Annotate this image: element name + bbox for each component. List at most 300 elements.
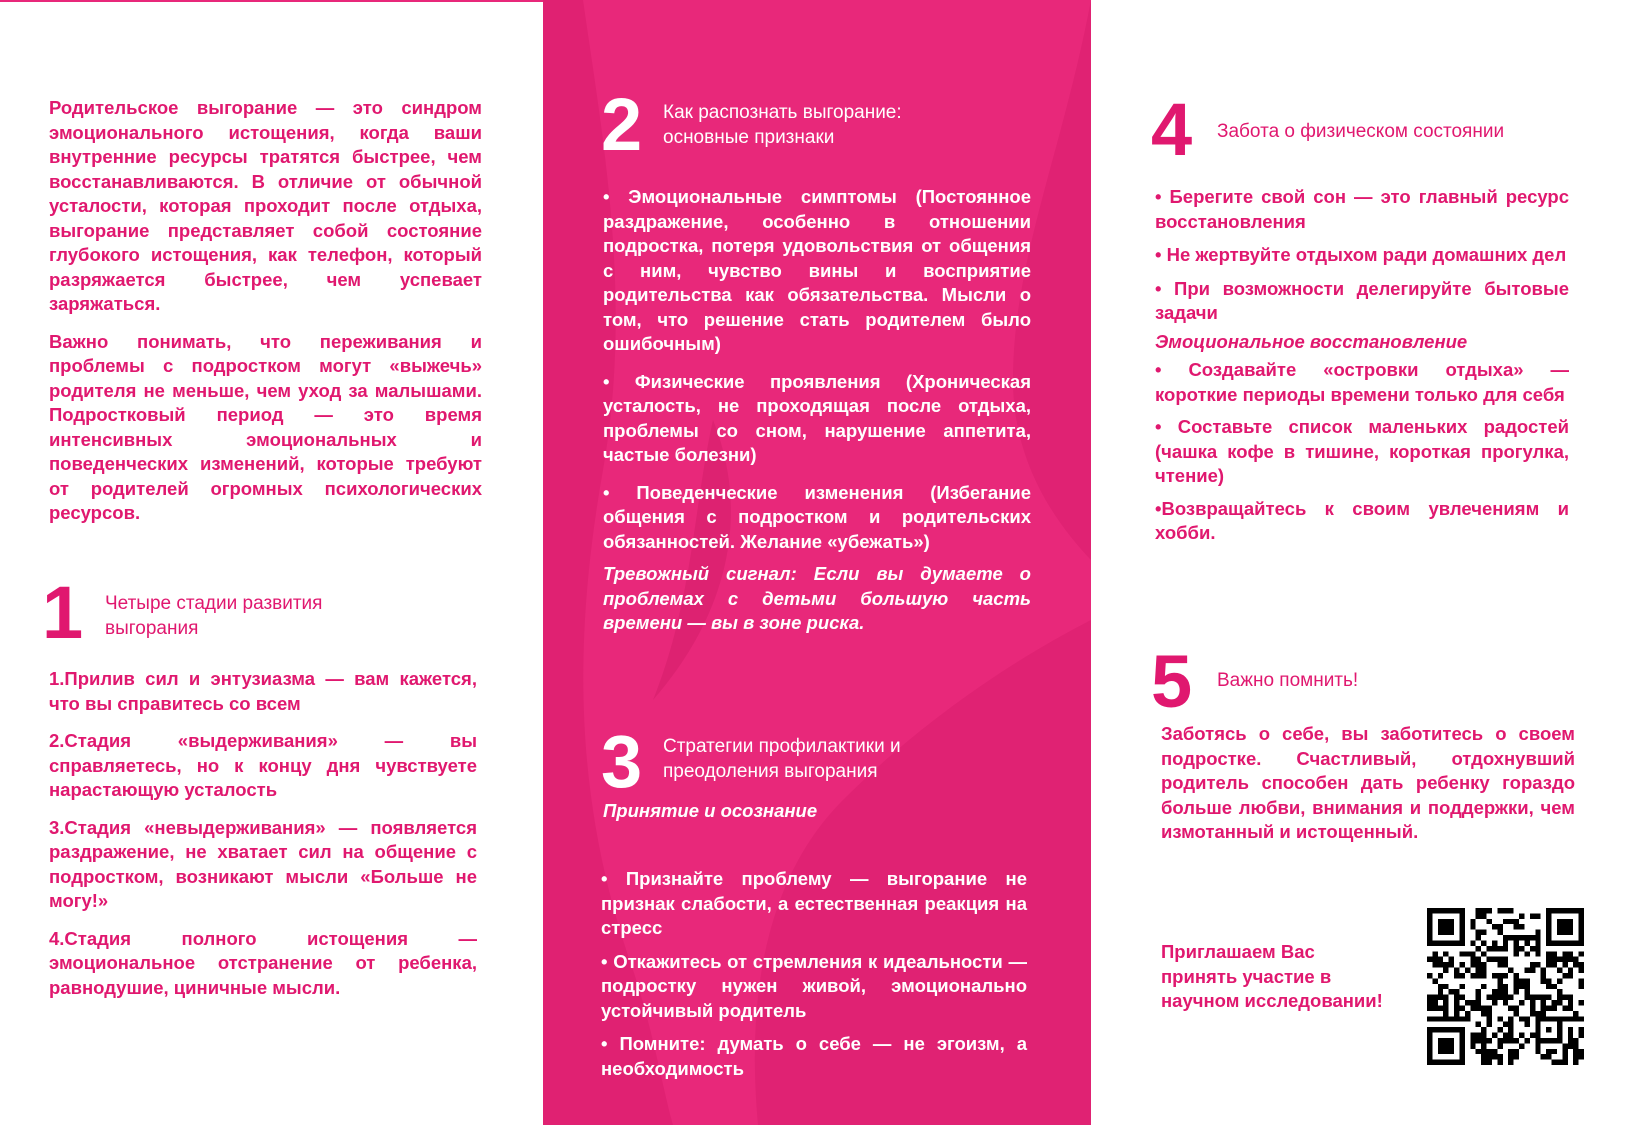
qr-module (1487, 995, 1492, 1000)
section-2-list (603, 185, 1031, 636)
qr-module (1470, 973, 1475, 978)
qr-code-icon[interactable] (1427, 908, 1584, 1065)
section-2-title-line1: Как распознать выгорание: (663, 102, 902, 123)
qr-module (1524, 995, 1529, 1000)
qr-module (1503, 957, 1508, 962)
qr-module (1519, 1016, 1524, 1021)
section-5-text: Заботясь о себе, вы заботитесь о своем подростке. Счастливый, отдохнувший родитель способен дать ребенку гораздо больше любви, внимания и поддержки, чем измотанный и истощенный. (1161, 723, 1575, 842)
qr-module (1497, 908, 1502, 913)
strategy-item-2: • Откажитесь от стремления к идеальности — подростку нужен живой, эмоционально устойчивый родитель (601, 950, 1027, 1021)
qr-module (1524, 940, 1529, 945)
section-5-title: Важно помнить! (1217, 670, 1359, 691)
qr-module (1459, 951, 1464, 956)
qr-module (1481, 1011, 1486, 1016)
qr-module (1535, 962, 1540, 967)
qr-module (1427, 995, 1432, 1000)
qr-module (1519, 935, 1524, 940)
section-3-subheading: Принятие и осознание (603, 800, 818, 821)
section-2-title (663, 100, 993, 150)
qr-module (1443, 984, 1448, 989)
qr-module (1481, 968, 1486, 973)
qr-module (1573, 1043, 1578, 1048)
qr-module (1481, 984, 1486, 989)
qr-module (1557, 995, 1562, 1000)
qr-module (1519, 913, 1524, 918)
qr-module (1481, 913, 1486, 918)
qr-module (1503, 989, 1508, 994)
qr-module (1568, 1027, 1573, 1032)
qr-module (1508, 1005, 1513, 1010)
qr-module (1492, 1033, 1497, 1038)
qr-module (1519, 1000, 1524, 1005)
qr-module (1530, 995, 1535, 1000)
qr-module (1487, 908, 1492, 913)
qr-module (1476, 962, 1481, 967)
qr-module (1497, 1060, 1502, 1065)
qr-module (1476, 1033, 1481, 1038)
qr-module (1524, 978, 1529, 983)
qr-module (1443, 1005, 1448, 1010)
qr-module (1508, 1054, 1513, 1059)
care-item-delegate: • При возможности делегируйте бытовые задачи (1155, 277, 1569, 323)
qr-module (1481, 1027, 1486, 1032)
qr-module (1470, 1005, 1475, 1010)
qr-module (1438, 962, 1443, 967)
qr-module (1568, 951, 1573, 956)
qr-module (1449, 1016, 1454, 1021)
care-item-rest: • Не жертвуйте отдыхом ради домашних дел (1155, 244, 1567, 265)
qr-module (1546, 957, 1551, 962)
qr-module (1476, 1038, 1481, 1043)
qr-module (1508, 908, 1513, 913)
qr-module (1519, 1043, 1524, 1048)
qr-module (1579, 1016, 1584, 1021)
qr-module (1535, 951, 1540, 956)
qr-module (1449, 962, 1454, 967)
qr-module (1503, 940, 1508, 945)
qr-module (1497, 1016, 1502, 1021)
qr-module (1465, 1000, 1470, 1005)
qr-module (1568, 1005, 1573, 1010)
qr-module (1427, 1016, 1432, 1021)
qr-module (1497, 962, 1502, 967)
section-1-list (49, 667, 477, 1013)
qr-module (1514, 919, 1519, 924)
qr-module (1503, 973, 1508, 978)
section-2-title-line2: основные признаки (663, 127, 835, 148)
sign-item-behavioral: • Поведенческие изменения (Избегание общения с подростком и родительских обязанностей. Желание «убежать») (603, 481, 1031, 552)
qr-module (1438, 1016, 1443, 1021)
intro-paragraph-1: Родительское выгорание — это синдром эмоционального истощения, когда ваши внутренние ресурсы тратятся быстрее, чем восстанавливаются. В отличие от обычной усталости, которая проходит после отдыха, выгорание представляет собой состояние глубокого истощения, как телефон, который разряжается быстрее, чем успевает заряжаться. (49, 97, 482, 314)
qr-module (1568, 957, 1573, 962)
qr-module (1443, 968, 1448, 973)
qr-module (1508, 995, 1513, 1000)
section-4-title: Забота о физическом состоянии (1217, 121, 1505, 142)
sign-item-physical: • Физические проявления (Хроническая усталость, не проходящая после отдыха, проблемы со сном, нарушение аппетита, частые болезни) (603, 370, 1031, 465)
qr-module (1557, 989, 1562, 994)
qr-module (1573, 1038, 1578, 1043)
qr-module (1487, 946, 1492, 951)
qr-module (1476, 935, 1481, 940)
qr-module (1443, 962, 1448, 967)
qr-module (1481, 1038, 1486, 1043)
qr-module (1579, 1049, 1584, 1054)
qr-module (1438, 995, 1443, 1000)
qr-module (1514, 973, 1519, 978)
qr-module (1568, 1033, 1573, 1038)
qr-module (1546, 1049, 1551, 1054)
qr-module (1524, 984, 1529, 989)
qr-module (1552, 957, 1557, 962)
qr-module (1508, 1027, 1513, 1032)
qr-module (1438, 957, 1443, 962)
qr-module (1487, 1011, 1492, 1016)
section-2-number: 2 (601, 83, 643, 166)
qr-module (1562, 1005, 1567, 1010)
section-3-number: 3 (601, 720, 643, 803)
qr-module (1470, 924, 1475, 929)
qr-module (1514, 1038, 1519, 1043)
qr-module (1530, 968, 1535, 973)
qr-module (1541, 1054, 1546, 1059)
qr-module (1535, 940, 1540, 945)
qr-module (1492, 1049, 1497, 1054)
emotional-recovery-heading: Эмоциональное восстановление (1155, 330, 1468, 352)
qr-module (1514, 978, 1519, 983)
qr-module (1579, 962, 1584, 967)
stage-item-2: 2.Стадия «выдерживания» — вы справляетесь, но к концу дня чувствуете нарастающую усталость (49, 730, 477, 800)
qr-module (1427, 1000, 1432, 1005)
qr-module (1487, 1005, 1492, 1010)
qr-module (1481, 1054, 1486, 1059)
qr-module (1552, 1005, 1557, 1010)
qr-module (1470, 957, 1475, 962)
qr-module (1514, 1011, 1519, 1016)
section-3-title (663, 734, 993, 784)
qr-module (1562, 957, 1567, 962)
qr-module (1476, 1005, 1481, 1010)
qr-module (1492, 973, 1497, 978)
invitation-line2: принять участие в (1161, 965, 1332, 987)
qr-module (1497, 957, 1502, 962)
qr-module (1508, 1022, 1513, 1027)
qr-module (1465, 1011, 1470, 1016)
qr-module (1454, 1005, 1459, 1010)
qr-module (1470, 1033, 1475, 1038)
qr-module (1487, 1049, 1492, 1054)
qr-module (1508, 968, 1513, 973)
qr-module (1459, 1016, 1464, 1021)
qr-module (1432, 951, 1437, 956)
qr-module (1503, 984, 1508, 989)
qr-module (1470, 1038, 1475, 1043)
qr-module (1568, 973, 1573, 978)
qr-module (1476, 968, 1481, 973)
qr-module (1557, 968, 1562, 973)
qr-module (1465, 951, 1470, 956)
qr-module (1535, 1043, 1540, 1048)
qr-module (1530, 1033, 1535, 1038)
warning-signal: Тревожный сигнал: Если вы думаете о проблемах с детьми большую часть времени — вы в зоне риска. (603, 563, 1031, 633)
qr-module (1579, 1000, 1584, 1005)
section-1-title-line1: Четыре стадии развития (105, 593, 323, 614)
qr-module (1519, 924, 1524, 929)
top-divider (0, 0, 543, 2)
qr-module (1557, 978, 1562, 983)
qr-module (1568, 995, 1573, 1000)
qr-module (1579, 984, 1584, 989)
strategy-item-1: • Признайте проблему — выгорание не признак слабости, а естественная реакция на стресс (601, 868, 1027, 938)
qr-module (1508, 1049, 1513, 1054)
qr-module (1503, 962, 1508, 967)
qr-module (1524, 989, 1529, 994)
section-3-list (601, 867, 1027, 1094)
qr-module (1514, 924, 1519, 929)
intro-text (49, 96, 482, 539)
qr-module (1562, 1060, 1567, 1065)
care-item-joys: • Составьте список маленьких радостей (чашка кофе в тишине, короткая прогулка, чтение) (1155, 416, 1569, 486)
qr-module (1454, 1011, 1459, 1016)
qr-module (1497, 989, 1502, 994)
qr-module (1470, 951, 1475, 956)
qr-module (1476, 930, 1481, 935)
qr-module (1524, 1038, 1529, 1043)
qr-module (1535, 1049, 1540, 1054)
section-3-title-line2: преодоления выгорания (663, 761, 878, 782)
qr-module (1438, 989, 1443, 994)
qr-module (1503, 919, 1508, 924)
qr-module (1454, 989, 1459, 994)
qr-module (1503, 935, 1508, 940)
qr-module (1524, 968, 1529, 973)
qr-module (1454, 1000, 1459, 1005)
qr-module (1573, 957, 1578, 962)
qr-module (1432, 1005, 1437, 1010)
qr-module (1503, 995, 1508, 1000)
qr-module (1432, 978, 1437, 983)
qr-module (1492, 924, 1497, 929)
qr-module (1530, 935, 1535, 940)
qr-module (1530, 1011, 1535, 1016)
qr-module (1432, 957, 1437, 962)
qr-module (1541, 1011, 1546, 1016)
qr-module (1519, 978, 1524, 983)
qr-module (1497, 1043, 1502, 1048)
qr-module (1546, 984, 1551, 989)
qr-module (1573, 1011, 1578, 1016)
qr-module (1546, 962, 1551, 967)
left-column (0, 0, 543, 1125)
qr-module (1579, 1033, 1584, 1038)
qr-module (1514, 989, 1519, 994)
qr-module (1579, 1027, 1584, 1032)
qr-module (1568, 1038, 1573, 1043)
qr-module (1573, 1060, 1578, 1065)
qr-module (1562, 951, 1567, 956)
qr-module (1476, 995, 1481, 1000)
qr-module (1541, 1000, 1546, 1005)
qr-module (1514, 946, 1519, 951)
qr-module (1454, 1016, 1459, 1021)
qr-module (1535, 1011, 1540, 1016)
qr-module (1481, 908, 1486, 913)
qr-module (1481, 1033, 1486, 1038)
qr-module (1530, 1000, 1535, 1005)
qr-module (1487, 1054, 1492, 1059)
qr-module (1454, 973, 1459, 978)
qr-module (1514, 1054, 1519, 1059)
qr-module (1438, 1005, 1443, 1010)
qr-module (1535, 930, 1540, 935)
qr-module (1449, 957, 1454, 962)
qr-module (1497, 973, 1502, 978)
qr-module (1546, 1005, 1551, 1010)
qr-module (1481, 1049, 1486, 1054)
qr-module (1476, 1022, 1481, 1027)
qr-module (1535, 913, 1540, 918)
qr-module (1524, 1016, 1529, 1021)
qr-module (1459, 984, 1464, 989)
qr-module (1579, 951, 1584, 956)
qr-module (1492, 940, 1497, 945)
stage-item-1: 1.Прилив сил и энтузиазма — вам кажется, что вы справитесь со всем (49, 668, 477, 714)
qr-module (1497, 1038, 1502, 1043)
qr-module (1562, 1054, 1567, 1059)
qr-module (1492, 946, 1497, 951)
qr-module (1443, 1011, 1448, 1016)
qr-module (1497, 984, 1502, 989)
qr-module (1492, 1000, 1497, 1005)
qr-module (1530, 946, 1535, 951)
qr-module (1514, 1005, 1519, 1010)
section-3-title-line1: Стратегии профилактики и (663, 736, 901, 757)
qr-module (1481, 962, 1486, 967)
qr-module (1508, 1038, 1513, 1043)
qr-module (1459, 1005, 1464, 1010)
qr-module (1503, 1022, 1508, 1027)
qr-module (1524, 951, 1529, 956)
qr-module (1573, 1049, 1578, 1054)
invitation-line1: Приглашаем Вас (1161, 941, 1315, 962)
section-4-list (1155, 185, 1569, 559)
qr-module (1497, 1027, 1502, 1032)
qr-module (1454, 968, 1459, 973)
qr-module (1503, 946, 1508, 951)
qr-module (1546, 951, 1551, 956)
qr-module (1459, 962, 1464, 967)
qr-module (1470, 962, 1475, 967)
qr-module (1438, 984, 1443, 989)
invitation-line3: научном исследовании! (1161, 990, 1383, 1011)
qr-module (1487, 1060, 1492, 1065)
qr-module (1481, 973, 1486, 978)
qr-module (1508, 935, 1513, 940)
qr-module (1552, 984, 1557, 989)
qr-module (1508, 1060, 1513, 1065)
qr-module (1470, 1000, 1475, 1005)
qr-module (1562, 1043, 1567, 1048)
qr-module (1465, 968, 1470, 973)
qr-module (1503, 1000, 1508, 1005)
strategy-item-3: • Помните: думать о себе — не эгоизм, а необходимость (601, 1033, 1027, 1079)
qr-module (1438, 973, 1443, 978)
qr-module (1535, 946, 1540, 951)
stage-item-3: 3.Стадия «невыдерживания» — появляется раздражение, не хватает сил на общение с подростком, возникают мысли «Больше не могу!» (49, 816, 477, 911)
qr-module (1562, 1016, 1567, 1021)
qr-module (1519, 1033, 1524, 1038)
qr-module (1487, 1022, 1492, 1027)
qr-alignment (1546, 1027, 1551, 1032)
qr-module (1497, 995, 1502, 1000)
qr-module (1552, 1000, 1557, 1005)
qr-module (1535, 935, 1540, 940)
qr-module (1568, 1000, 1573, 1005)
qr-module (1573, 1016, 1578, 1021)
qr-module (1497, 924, 1502, 929)
qr-module (1508, 1016, 1513, 1021)
qr-module (1546, 995, 1551, 1000)
qr-module (1579, 978, 1584, 983)
qr-module (1481, 940, 1486, 945)
qr-module (1497, 1054, 1502, 1059)
qr-module (1514, 951, 1519, 956)
qr-module (1481, 930, 1486, 935)
qr-module (1530, 913, 1535, 918)
qr-module (1492, 989, 1497, 994)
qr-module (1476, 913, 1481, 918)
qr-module (1481, 951, 1486, 956)
qr-module (1470, 1043, 1475, 1048)
qr-module (1449, 989, 1454, 994)
section-1-number: 1 (42, 571, 84, 654)
qr-module (1552, 951, 1557, 956)
qr-module (1562, 1049, 1567, 1054)
qr-module (1562, 995, 1567, 1000)
qr-module (1432, 1000, 1437, 1005)
qr-module (1568, 1016, 1573, 1021)
qr-module (1443, 1016, 1448, 1021)
qr-module (1492, 957, 1497, 962)
qr-module (1573, 962, 1578, 967)
section-5-number: 5 (1151, 640, 1193, 723)
qr-module (1573, 1054, 1578, 1059)
qr-module (1497, 946, 1502, 951)
qr-module (1487, 1038, 1492, 1043)
qr-module (1552, 962, 1557, 967)
middle-column (543, 0, 1091, 1125)
qr-module (1568, 968, 1573, 973)
qr-module (1476, 946, 1481, 951)
qr-module (1481, 1060, 1486, 1065)
qr-module (1519, 984, 1524, 989)
qr-module (1492, 1054, 1497, 1059)
qr-module (1465, 1016, 1470, 1021)
qr-module (1487, 957, 1492, 962)
qr-module (1524, 1022, 1529, 1027)
qr-module (1562, 973, 1567, 978)
qr-module (1443, 995, 1448, 1000)
qr-module (1546, 1054, 1551, 1059)
qr-module (1459, 973, 1464, 978)
qr-module (1432, 1016, 1437, 1021)
qr-module (1557, 1060, 1562, 1065)
sign-item-emotional: • Эмоциональные симптомы (Постоянное раздражение, особенно в отношении подростка, потеря удовольствия от общения с ним, чувство вины и восприятие родительства как обязательства. Мысли о том, что решение стать родителем было ошибочным) (603, 186, 1031, 354)
qr-module (1476, 989, 1481, 994)
qr-module (1470, 919, 1475, 924)
stage-item-4: 4.Стадия полного истощения — эмоциональное отстранение от ребенка, равнодушие, циничные мысли. (49, 927, 477, 998)
qr-module (1552, 1060, 1557, 1065)
qr-module (1443, 1000, 1448, 1005)
